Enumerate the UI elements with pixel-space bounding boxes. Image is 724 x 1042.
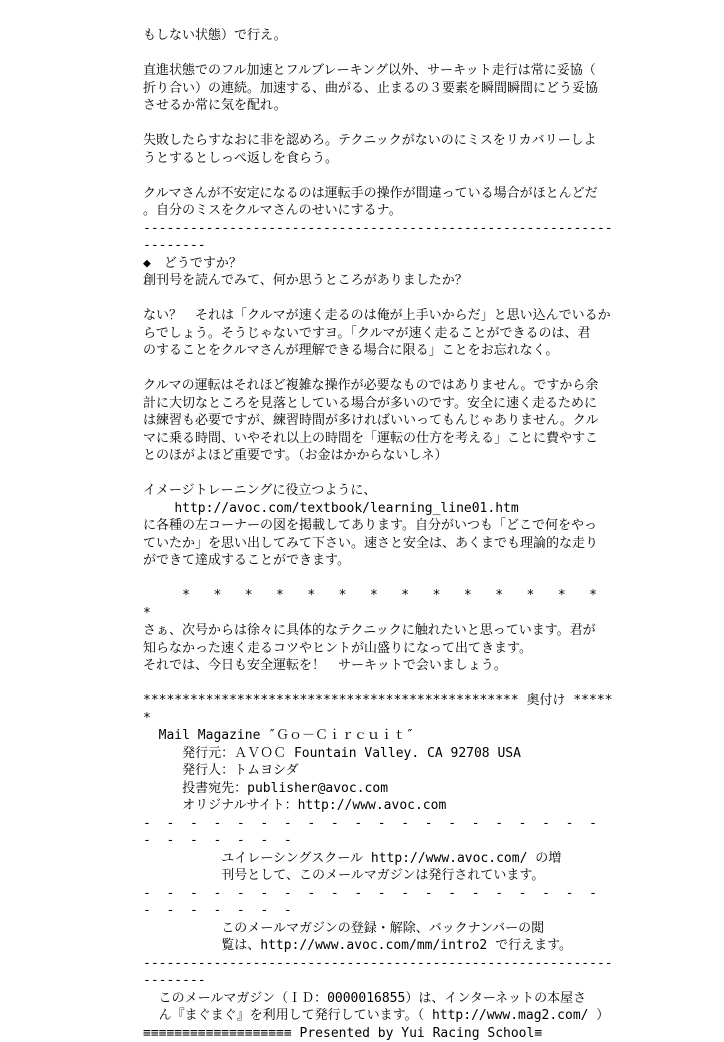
text-line: 。自分のミスをクルマさんのせいにするナ。 — [143, 202, 615, 220]
text-line: 失敗したらすなおに非を認めろ。テクニックがないのにミスをリカバリーしよ — [143, 132, 615, 150]
text-line — [143, 465, 615, 483]
text-line: さぁ、次号からは徐々に具体的なテクニックに触れたいと思っています。君が — [143, 622, 615, 640]
text-line: させるか常に気を配れ。 — [143, 97, 615, 115]
text-line — [143, 167, 615, 185]
text-line: ************************************************ 奥付け ****** — [143, 692, 615, 727]
text-line: -------------------------------------------------------------------- — [143, 955, 615, 990]
text-line: 覧は、http://www.avoc.com/mm/intro2 で行えます。 — [143, 937, 615, 955]
text-line: 計に大切なところを見落としている場合が多いのです。安全に速く走るために — [143, 395, 615, 413]
text-line: イメージトレーニングに役立つように、 — [143, 482, 615, 500]
text-line: のすることをクルマさんが理解できる場合に限る」ことをお忘れなく。 — [143, 342, 615, 360]
text-line: に各種の左コーナーの図を掲載してあります。自分がいつも「どこで何をやっ — [143, 517, 615, 535]
text-line: このメールマガジン（ＩＤ：0000016855）は、インターネットの本屋さ — [143, 990, 615, 1008]
text-line: 折り合い）の連続。加速する、曲がる、止まるの３要素を瞬間瞬間にどう妥協 — [143, 80, 615, 98]
text-line — [143, 675, 615, 693]
text-line: らでしょう。そうじゃないですヨ。「クルマが速く走ることができるのは、君 — [143, 325, 615, 343]
text-line: それでは、今日も安全運転を！ サーキットで会いましょう。 — [143, 657, 615, 675]
text-line — [143, 570, 615, 588]
text-line: 投書宛先：publisher@avoc.com — [143, 780, 615, 798]
text-line: ◆ どうですか？ — [143, 255, 615, 273]
document-body — [143, 27, 615, 1042]
text-line: マに乗る時間、いやそれ以上の時間を「運転の仕方を考える」ことに費やすこ — [143, 430, 615, 448]
text-line: クルマさんが不安定になるのは運転手の操作が間違っている場合がほとんどだ — [143, 185, 615, 203]
text-line: うとするとしっぺ返しを食らう。 — [143, 150, 615, 168]
text-line — [143, 360, 615, 378]
text-line: Mail Magazine ″Ｇｏ－Ｃｉｒｃｕｉｔ″ — [143, 727, 615, 745]
text-line: とのほがよほど重要です。（お金はかからないしネ） — [143, 447, 615, 465]
text-line — [143, 290, 615, 308]
text-line: ん『まぐまぐ』を利用して発行しています。（ http://www.mag2.com/ ） — [143, 1007, 615, 1025]
text-line — [143, 115, 615, 133]
text-line: このメールマガジンの登録・解除、バックナンバーの閲 — [143, 920, 615, 938]
text-line: 発行人：トムヨシダ — [143, 762, 615, 780]
text-line: 刊号として、このメールマガジンは発行されています。 — [143, 867, 615, 885]
text-line: http://avoc.com/textbook/learning_line01.htm — [143, 500, 615, 518]
text-line — [143, 45, 615, 63]
text-line: ていたか」を思い出してみて下さい。速さと安全は、あくまでも理論的な走り — [143, 535, 615, 553]
text-line: * * * * * * * * * * * * * * * — [143, 587, 615, 622]
text-line: - - - - - - - - - - - - - - - - - - - - - - - - - - - — [143, 815, 615, 850]
text-line: -------------------------------------------------------------------- — [143, 220, 615, 255]
text-line: 直進状態でのフル加速とフルブレーキング以外、サーキット走行は常に妥協（ — [143, 62, 615, 80]
text-line: もしない状態）で行え。 — [143, 27, 615, 45]
text-line: オリジナルサイト：http://www.avoc.com — [143, 797, 615, 815]
text-line: 創刊号を読んでみて、何か思うところがありましたか？ — [143, 272, 615, 290]
text-line: 発行元：ＡＶＯＣ Fountain Valley. CA 92708 USA — [143, 745, 615, 763]
text-line: は練習も必要ですが、練習時間が多ければいいってもんじゃありません。クル — [143, 412, 615, 430]
text-line: ない？ それは「クルマが速く走るのは俺が上手いからだ」と思い込んでいるか — [143, 307, 615, 325]
text-line: クルマの運転はそれほど複雑な操作が必要なものではありません。ですから余 — [143, 377, 615, 395]
text-line: ユイレーシングスクール http://www.avoc.com/ の増 — [143, 850, 615, 868]
text-line: - - - - - - - - - - - - - - - - - - - - - - - - - - - — [143, 885, 615, 920]
text-line: 知らなかった速く走るコツやヒントが山盛りになって出てきます。 — [143, 640, 615, 658]
text-line: ≡≡≡≡≡≡≡≡≡≡≡≡≡≡≡≡≡≡≡ Presented by Yui Racing School≡ — [143, 1025, 615, 1042]
text-line: ができて達成することができます。 — [143, 552, 615, 570]
